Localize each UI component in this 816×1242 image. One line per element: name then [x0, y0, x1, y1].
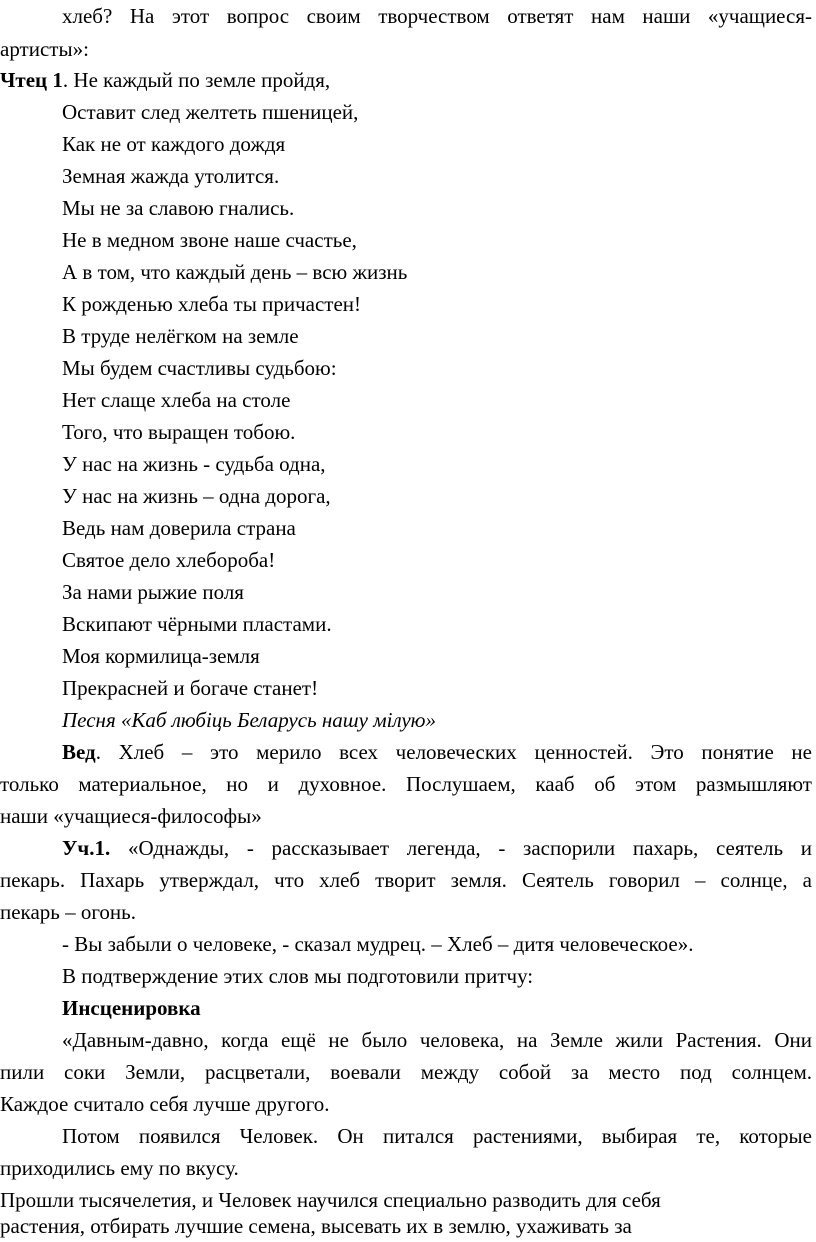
student1-line-2: пекарь. Пахарь утверждал, что хлеб творит земля. Сеятель говорил – солнце, а: [0, 868, 812, 892]
staging-p1-line-3: Каждое считало себя лучше другого.: [0, 1092, 330, 1116]
verse-line: За нами рыжие поля: [62, 580, 244, 604]
staging-p1-line-1: «Давным-давно, когда ещё не было человека, на Земле жили Растения. Они: [62, 1028, 812, 1052]
verse-line: Святое дело хлебороба!: [62, 548, 276, 572]
staging-p2-line-2: приходились ему по вкусу.: [0, 1156, 239, 1180]
student1-line-3: пекарь – огонь.: [0, 900, 136, 924]
intro-line-1: хлеб? На этот вопрос своим творчеством ответят нам наши «учащиеся-: [62, 4, 812, 28]
host-line-2: только материальное, но и духовное. Послушаем, кааб об этом размышляют: [0, 772, 812, 796]
verse-line: А в том, что каждый день – всю жизнь: [62, 260, 408, 284]
verse-line: Прекрасней и богаче станет!: [62, 676, 319, 700]
verse-line: Как не от каждого дождя: [62, 132, 286, 156]
song-title: Песня «Каб любіць Беларусь нашу мілую»: [62, 708, 436, 732]
verse-line: Вскипают чёрными пластами.: [62, 612, 332, 636]
student1-line-5: В подтверждение этих слов мы подготовили притчу:: [62, 964, 534, 988]
verse-line: Оставит след желтеть пшеницей,: [62, 100, 359, 124]
staging-p3-line-2: растения, отбирать лучшие семена, высевать их в землю, ухаживать за: [0, 1214, 632, 1238]
verse-line: Не в медном звоне наше счастье,: [62, 228, 357, 252]
verse-line: Того, что выращен тобою.: [62, 420, 296, 444]
verse-line: Мы будем счастливы судьбою:: [62, 356, 337, 380]
host-line-1: Вед. Хлеб – это мерило всех человеческих ценностей. Это понятие не: [62, 740, 812, 764]
staging-p2-line-1: Потом появился Человек. Он питался растениями, выбирая те, которые: [62, 1124, 812, 1148]
verse-line: В труде нелёгком на земле: [62, 324, 299, 348]
intro-line-2: артисты»:: [0, 37, 89, 61]
reader1-label: Чтец 1: [0, 68, 63, 92]
host-line-3: наши «учащиеся-философы»: [0, 804, 262, 828]
staging-p1-line-2: пили соки Земли, расцветали, воевали между собой за место под солнцем.: [0, 1060, 812, 1084]
verse-line: Мы не за славою гнались.: [62, 196, 295, 220]
verse-line: У нас на жизнь - судьба одна,: [62, 452, 326, 476]
student1-line-1: Уч.1. «Однажды, - рассказывает легенда, - заспорили пахарь, сеятель и: [62, 836, 812, 860]
student1-line-4: - Вы забыли о человеке, - сказал мудрец. – Хлеб – дитя человеческое».: [62, 932, 694, 956]
staging-p3-line-1: Прошли тысячелетия, и Человек научился специально разводить для себя: [0, 1188, 661, 1212]
verse-line: Моя кормилица-земля: [62, 644, 260, 668]
reader1-first-line: [0, 64, 330, 96]
reader1-first-text: . Не каждый по земле пройдя,: [62, 68, 331, 92]
verse-line: Земная жажда утолится.: [62, 164, 280, 188]
verse-line: Ведь нам доверила страна: [62, 516, 296, 540]
host-label: Вед: [62, 740, 96, 764]
verse-line: У нас на жизнь – одна дорога,: [62, 484, 331, 508]
verse-line: К рожденью хлеба ты причастен!: [62, 292, 362, 316]
verse-line: Нет слаще хлеба на столе: [62, 388, 291, 412]
student1-label: Уч.1.: [62, 836, 111, 860]
staging-heading: Инсценировка: [62, 996, 201, 1020]
